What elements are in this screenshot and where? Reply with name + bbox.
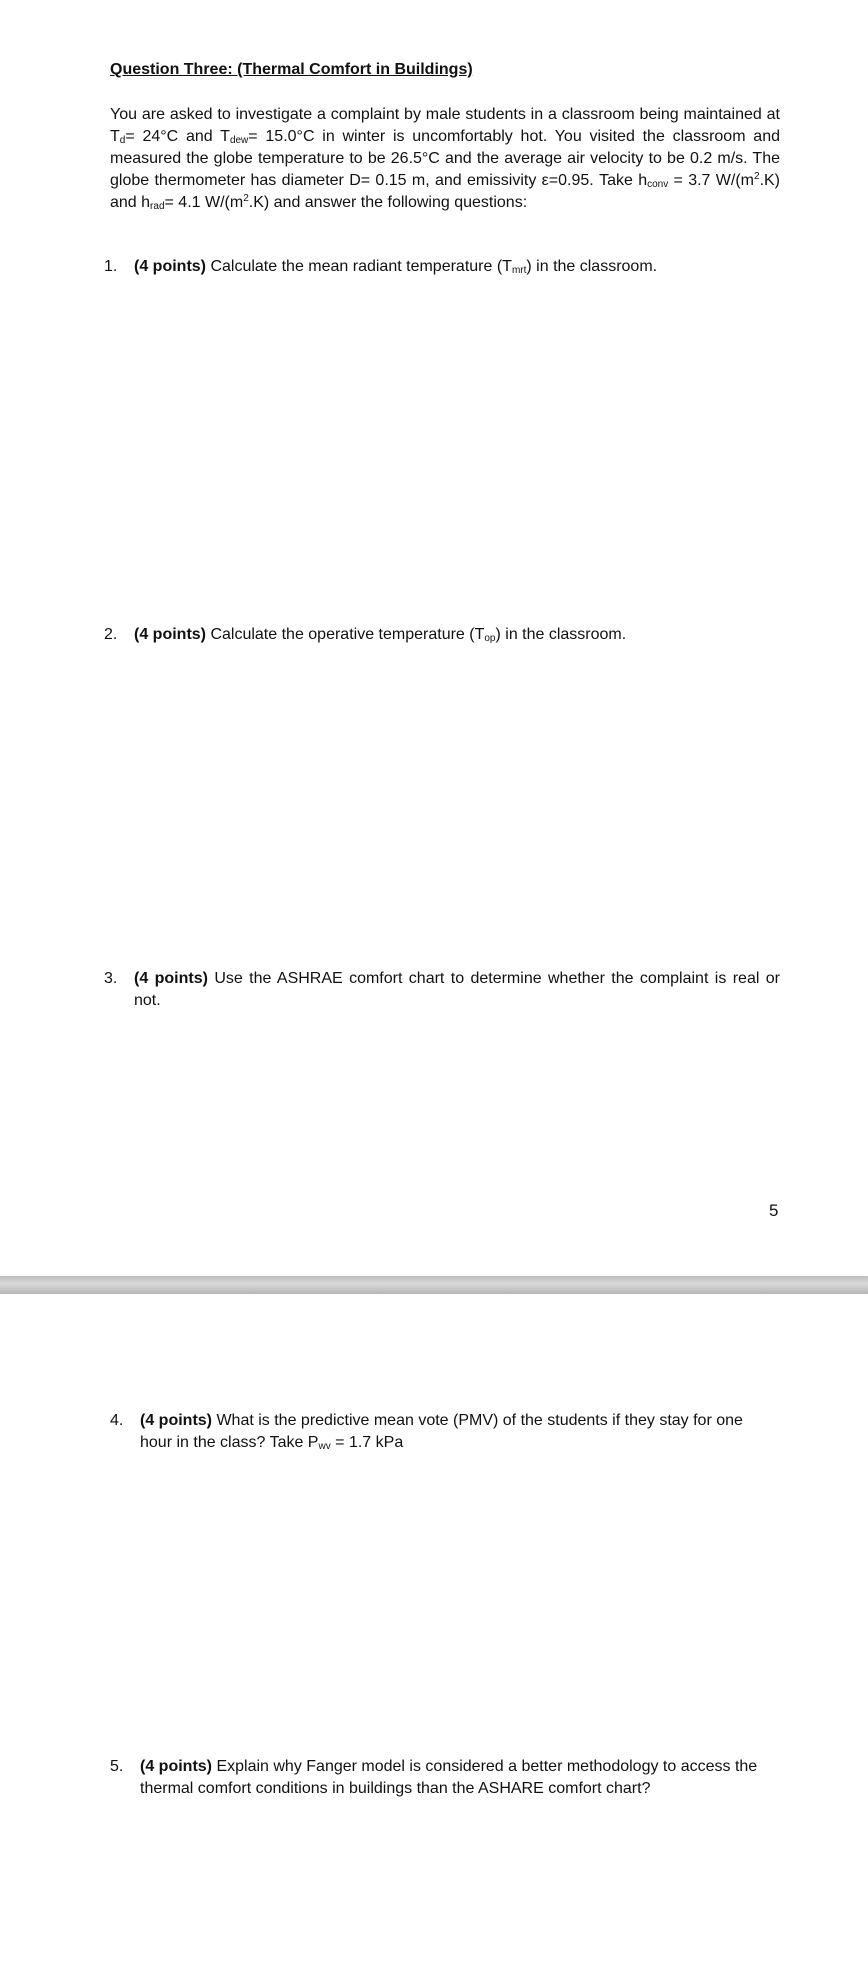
question-text: (4 points) What is the predictive mean vote (PMV) of the students if they stay for one hour in the class? Take $P_{wv} = 1.7$ kPa (140, 1412, 743, 1452)
question-title: Question Three: (Thermal Comfort in Buildings) (110, 61, 473, 78)
question-number: 4. (110, 1412, 124, 1429)
question-number: 1. (104, 258, 118, 275)
question-number: 5. (110, 1758, 124, 1775)
question-text: (4 points) Explain why Fanger model is considered a better methodology to access the thermal comfort conditions in buildings than the ASHARE comfort chart? (140, 1758, 758, 1797)
question-text: (4 points) Calculate the operative temperature $(T_{op})$ in the classroom. (134, 626, 627, 644)
question-item-5 (110, 1756, 770, 1800)
question-number: 3. (104, 970, 118, 987)
question-item-1 (104, 256, 780, 278)
document-page-2 (0, 1294, 868, 1971)
question-item-4 (110, 1410, 760, 1454)
page-separator (0, 1276, 868, 1294)
page-number: 5 (769, 1201, 779, 1220)
question-item-3 (104, 968, 780, 1012)
question-item-2 (104, 624, 780, 646)
question-number: 2. (104, 626, 118, 643)
question-text: (4 points) Calculate the mean radiant temperature $(T_{mrt})$ in the classroom. (134, 258, 658, 276)
question-intro-paragraph: You are asked to investigate a complaint by male students in a classroom being maintained at $T_d= 24^\circ C$ and $T_{dew}= 15.0^\circ C$ in winter is uncomfortably hot. You visited the classroom and measured the globe temperature to be 26.5°C and the average air velocity to be 0.2 m/s. The globe thermometer has diameter D= 0.15 m, and emissivity ε=0.95. Take $h_{conv} = 3.7$ $W/(m^2.K)$ and $h_{rad}= 4.1$ $W/(m^2.K)$ and answer the following questions: (110, 106, 781, 212)
question-text: (4 points) Use the ASHRAE comfort chart to determine whether the complaint is real or not. (134, 970, 781, 1009)
